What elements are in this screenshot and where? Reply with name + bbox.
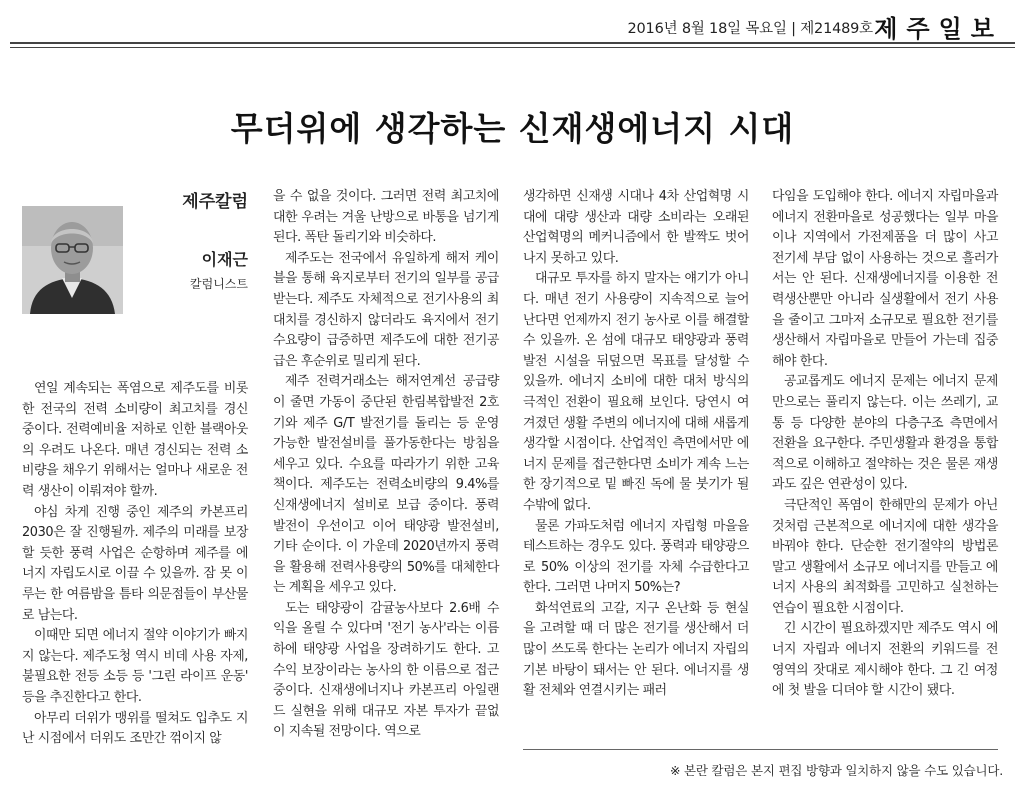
paragraph: 을 수 없을 것이다. 그러면 전력 최고치에 대한 우려는 겨울 난방으로 바통을 넘기게 된다. 폭탄 돌리기와 비슷하다.	[273, 189, 499, 246]
paragraph: 아무리 더위가 맹위를 떨쳐도 입추도 지난 시점에서 더위도 조만간 꺾이지 않	[22, 710, 248, 747]
masthead	[0, 0, 1025, 44]
paragraph: 생각하면 신재생 시대나 4차 산업혁명 시대에 대량 생산과 대량 소비라는 오래된 산업혁명의 메커니즘에서 한 발짝도 벗어나지 못하고 있다.	[523, 189, 749, 266]
header-divider	[10, 42, 1015, 48]
text-column-2	[273, 187, 499, 743]
article-title: 무더위에 생각하는 신재생에너지 시대	[230, 109, 795, 148]
paragraph: 물론 가파도처럼 에너지 자립형 마을을 테스트하는 경우도 있다. 풍력과 태양광으로 50% 이상의 전기를 자체 수급한다고 한다. 그러면 나머지 50%는?	[523, 518, 749, 596]
paragraph: 제주 전력거래소는 해저연계선 공급량이 줄면 가동이 중단된 한림복합발전 2호기와 제주 G/T 발전기를 돌리는 등 운영 가능한 발전설비를 풀가동한다는 방침을 세우고 있다. 수요를 따라가기 위한 고육책이다. 제주도는 전력소비량의 9.4%를 신재생에너지 설비로 보급 중이다. 풍력 발전이 우선이고 이어 태양광 발전설비, 기타 순이다. 이 가운데 2020년까지 풍력을 활용해 전력사용량의 50%를 대체한다는 계획을 세우고 있다.	[273, 374, 499, 596]
paragraph: 극단적인 폭염이 한해만의 문제가 아닌 것처럼 근본적으로 에너지에 대한 생각을 바꿔야 한다. 단순한 전기절약의 방법론 말고 생활에서 소규모 에너지를 만들고 에너지 사용의 최적화를 고민하고 실천하는 연습이 필요한 시점이다.	[772, 497, 998, 616]
paragraph: 도는 태양광이 감귤농사보다 2.6배 수익을 올릴 수 있다며 '전기 농사'라는 이름 하에 태양광 사업을 장려하기도 한다. 고수익 보장이라는 농사의 한 이름으로 접근 중이다. 신재생에너지나 카본프리 아일랜드 실현을 위해 대규모 자본 투자가 끝없이 지속될 전망이다. 역으로	[273, 600, 499, 740]
paragraph: 야심 차게 진행 중인 제주의 카본프리 2030은 잘 진행될까. 제주의 미래를 보장할 듯한 풍력 사업은 순항하며 제주를 에너지 자립도시로 이끌 수 있을까. 잠 못 이루는 한 여름밤을 틈타 의문점들이 부산물로 남는다.	[22, 504, 248, 623]
writer-role: 칼럼니스트	[190, 277, 248, 291]
columnist-photo	[22, 206, 123, 314]
newspaper-logo: 제주일보	[874, 15, 1003, 43]
editorial-disclaimer: ※ 본란 칼럼은 본지 편집 방향과 일치하지 않을 수도 있습니다.	[669, 763, 1003, 778]
footnote-divider	[523, 749, 998, 750]
paragraph: 이때만 되면 에너지 절약 이야기가 빠지지 않는다. 제주도청 역시 비데 사용 자제, 불필요한 전등 소등 등 '그린 라이프 운동' 등을 추진한다고 한다.	[22, 628, 248, 705]
portrait-image	[22, 206, 123, 314]
paragraph: 연일 계속되는 폭염으로 제주도를 비롯한 전국의 전력 소비량이 최고치를 경신 중이다. 전력예비율 저하로 인한 블랙아웃의 우려도 나온다. 매년 경신되는 전력 소비량을 채우기 위해서는 얼마나 새로운 전력 생산이 이뤄져야 할까.	[22, 381, 248, 499]
text-column-4	[772, 187, 998, 702]
writer-name: 이재근	[201, 250, 248, 269]
columnist-box	[22, 187, 248, 337]
issue-date-info: 2016년 8월 18일 목요일 | 제21489호	[627, 21, 873, 37]
column-series-name: 제주칼럼	[182, 192, 248, 212]
text-column-3	[523, 187, 749, 702]
paragraph: 공교롭게도 에너지 문제는 에너지 문제만으로는 풀리지 않는다. 이는 쓰레기, 교통 등 다양한 분야의 다층구조 측면에서 전환을 요구한다. 주민생활과 환경을 통합적으로 이해하고 절약하는 것은 물론 재생과도 깊은 연관성이 있다.	[772, 374, 998, 493]
paragraph: 제주도는 전국에서 유일하게 해저 케이블을 통해 육지로부터 전기의 일부를 공급받는다. 제주도 자체적으로 전기사용의 최대치를 경신하지 않더라도 육지에서 전기 수요량이 급증하면 제주도에 대한 전기공급은 후순위로 밀리게 된다.	[273, 250, 499, 369]
paragraph: 대규모 투자를 하지 말자는 얘기가 아니다. 매년 전기 사용량이 지속적으로 늘어난다면 언제까지 전기 농사로 이를 해결할 수 있을까. 온 섬에 대규모 태양광과 풍력 발전 시설을 뒤덮으면 목표를 달성할 수 있을까. 에너지 소비에 대한 대처 방식의 극적인 전환이 필요해 보인다. 당연시 여겨졌던 생활 주변의 에너지에 대해 새롭게 생각할 시점이다. 산업적인 측면에서만 에너지 문제를 접근한다면 소비가 계속 느는 한 장기적으로 밑 빠진 독에 물 붓기가 될 수밖에 없다.	[523, 271, 749, 513]
paragraph: 화석연료의 고갈, 지구 온난화 등 현실을 고려할 때 더 많은 전기를 생산해서 더 많이 쓰도록 한다는 논리가 에너지 자립의 기본 바탕이 돼서는 안 된다. 에너지를 생활 전체와 연결시키는 패러	[523, 600, 749, 699]
text-column-1	[22, 379, 248, 750]
paragraph: 긴 시간이 필요하겠지만 제주도 역시 에너지 자립과 에너지 전환의 키워드를 전 영역의 잣대로 제시해야 한다. 그 긴 여정에 첫 발을 디뎌야 할 시간이 됐다.	[772, 621, 998, 699]
paragraph: 다임을 도입해야 한다. 에너지 자립마을과 에너지 전환마을로 성공했다는 일부 마을이나 지역에서 가전제품을 더 많이 사고 전기세 부담 없이 사용하는 것으로 흘러가서는 안 된다. 신재생에너지를 이용한 전력생산뿐만 아니라 실생활에서 전기 사용을 줄이고 그마저 소규모로 필요한 전기를 생산해서 자립마을로 만들어 가는데 집중해야 한다.	[772, 189, 998, 369]
